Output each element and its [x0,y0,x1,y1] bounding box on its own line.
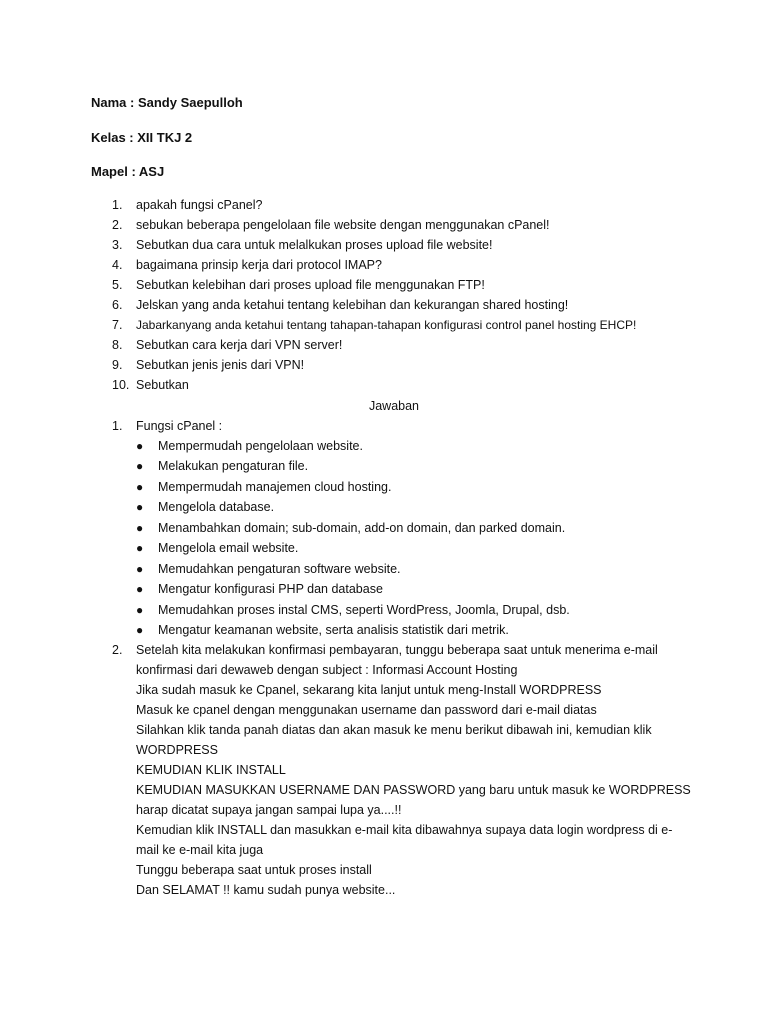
answer-number: 1. [112,419,123,433]
bullet-icon: ● [136,623,144,637]
question-number: 2. [112,218,123,232]
list-item-text: Mengatur keamanan website, serta analisis statistik dari metrik. [158,623,509,637]
question-number: 1. [112,198,123,212]
paragraph-line: mail ke e-mail kita juga [136,843,264,857]
list-item-text: Mengatur konfigurasi PHP dan database [158,582,383,596]
paragraph-line: Jika sudah masuk ke Cpanel, sekarang kita lanjut untuk meng-Install WORDPRESS [136,683,602,697]
question-number: 4. [112,258,123,272]
question-number: 5. [112,278,123,292]
list-item-text: Memudahkan pengaturan software website. [158,562,401,576]
answer-number: 2. [112,643,123,657]
list-item-text: Mempermudah pengelolaan website. [158,439,363,453]
question-number: 9. [112,358,123,372]
answer-title: Fungsi cPanel : [136,419,223,433]
bullet-icon: ● [136,521,144,535]
question-text: Sebutkan [136,378,189,392]
question-text: Jabarkanyang anda ketahui tentang tahapan-tahapan konfigurasi control panel hosting EHCP! [136,318,637,332]
paragraph-line: Kemudian klik INSTALL dan masukkan e-mail kita dibawahnya supaya data login wordpress di e- [136,823,673,837]
question-number: 7. [112,318,123,332]
question-text: Sebutkan kelebihan dari proses upload file menggunakan FTP! [136,278,485,292]
question-text: Sebutkan dua cara untuk melalkukan proses upload file website! [136,238,493,252]
question-text: Jelskan yang anda ketahui tentang kelebihan dan kekurangan shared hosting! [136,298,569,312]
answer-heading: Jawaban [368,399,420,413]
paragraph-line: Tunggu beberapa saat untuk proses install [136,863,372,877]
bullet-icon: ● [136,541,144,555]
paragraph-line: WORDPRESS [136,743,218,757]
paragraph-line: Dan SELAMAT !! kamu sudah punya website... [136,883,396,897]
subject: Mapel : ASJ [91,164,165,179]
list-item-text: Mengelola email website. [158,541,299,555]
paragraph-line: konfirmasi dari dewaweb dengan subject : Informasi Account Hosting [136,663,518,677]
bullet-icon: ● [136,603,144,617]
bullet-icon: ● [136,459,144,473]
bullet-icon: ● [136,439,144,453]
student-name: Nama : Sandy Saepulloh [91,95,243,110]
bullet-icon: ● [136,480,144,494]
paragraph-line: KEMUDIAN MASUKKAN USERNAME DAN PASSWORD yang baru untuk masuk ke WORDPRESS [136,783,691,797]
question-number: 6. [112,298,123,312]
paragraph-line: Setelah kita melakukan konfirmasi pembayaran, tunggu beberapa saat untuk menerima e-mail [136,643,658,657]
list-item-text: Memudahkan proses instal CMS, seperti WordPress, Joomla, Drupal, dsb. [158,603,570,617]
bullet-icon: ● [136,500,144,514]
list-item-text: Mempermudah manajemen cloud hosting. [158,480,392,494]
bullet-icon: ● [136,562,144,576]
question-text: Sebutkan jenis jenis dari VPN! [136,358,305,372]
bullet-icon: ● [136,582,144,596]
list-item-text: Menambahkan domain; sub-domain, add-on domain, dan parked domain. [158,521,566,535]
question-number: 3. [112,238,123,252]
paragraph-line: harap dicatat supaya jangan sampai lupa ya....!! [136,803,402,817]
paragraph-line: Silahkan klik tanda panah diatas dan akan masuk ke menu berikut dibawah ini, kemudian klik [136,723,652,737]
question-text: bagaimana prinsip kerja dari protocol IMAP? [136,258,382,272]
question-number: 8. [112,338,123,352]
question-text: apakah fungsi cPanel? [136,198,263,212]
student-class: Kelas : XII TKJ 2 [91,130,193,145]
paragraph-line: Masuk ke cpanel dengan menggunakan username dan password dari e-mail diatas [136,703,597,717]
list-item-text: Mengelola database. [158,500,275,514]
question-number: 10. [112,378,130,392]
list-item-text: Melakukan pengaturan file. [158,459,309,473]
question-text: Sebutkan cara kerja dari VPN server! [136,338,343,352]
question-text: sebukan beberapa pengelolaan file website dengan menggunakan cPanel! [136,218,550,232]
paragraph-line: KEMUDIAN KLIK INSTALL [136,763,286,777]
